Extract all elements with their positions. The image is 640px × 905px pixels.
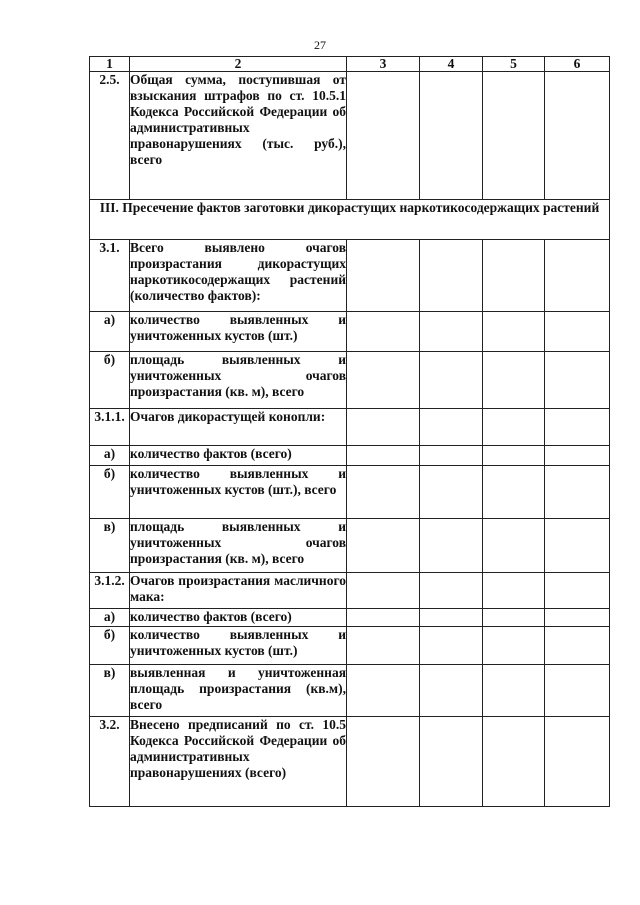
page-number: 27: [314, 38, 326, 52]
table-row: [90, 446, 610, 466]
value-cell: [347, 240, 420, 312]
table-row: [90, 409, 610, 446]
row-number: б): [90, 352, 130, 409]
value-cell: [420, 466, 483, 519]
value-cell: [420, 627, 483, 665]
value-cell: [483, 240, 545, 312]
row-number: 3.1.: [90, 240, 130, 312]
value-cell: [420, 573, 483, 609]
value-cell: [420, 409, 483, 446]
value-cell: [545, 519, 610, 573]
value-cell: [347, 466, 420, 519]
section-heading: III. Пресечение фактов заготовки дикорастущих наркотикосодержащих растений: [90, 200, 610, 240]
row-description: Всего выявлено очагов произрастания дикорастущих наркотикосодержащих растений (количество фактов):: [130, 240, 347, 312]
value-cell: [420, 446, 483, 466]
value-cell: [483, 312, 545, 352]
row-description: площадь выявленных и уничтоженных очагов произрастания (кв. м), всего: [130, 519, 347, 573]
value-cell: [483, 352, 545, 409]
row-description: количество выявленных и уничтоженных кустов (шт.): [130, 627, 347, 665]
row-description: количество выявленных и уничтоженных кустов (шт.), всего: [130, 466, 347, 519]
row-number: а): [90, 609, 130, 627]
value-cell: [545, 627, 610, 665]
table-row: [90, 627, 610, 665]
value-cell: [420, 240, 483, 312]
value-cell: [545, 312, 610, 352]
value-cell: [483, 409, 545, 446]
value-cell: [545, 409, 610, 446]
value-cell: [347, 312, 420, 352]
row-number: б): [90, 466, 130, 519]
value-cell: [545, 609, 610, 627]
column-header: 2: [130, 57, 347, 72]
row-description: Внесено предписаний по ст. 10.5 Кодекса Российской Федерации об административных правонарушениях (всего): [130, 717, 347, 807]
value-cell: [347, 446, 420, 466]
table-row: [90, 312, 610, 352]
table-row: [90, 240, 610, 312]
value-cell: [545, 573, 610, 609]
row-number: а): [90, 446, 130, 466]
section-row: [90, 200, 610, 240]
row-number: 3.2.: [90, 717, 130, 807]
value-cell: [545, 72, 610, 200]
value-cell: [347, 627, 420, 665]
row-number: 3.1.2.: [90, 573, 130, 609]
row-description: Общая сумма, поступившая от взыскания штрафов по ст. 10.5.1 Кодекса Российской Федерации об административных правонарушениях (тыс. руб.), всего: [130, 72, 347, 200]
value-cell: [420, 609, 483, 627]
row-number: в): [90, 665, 130, 717]
value-cell: [347, 72, 420, 200]
row-number: б): [90, 627, 130, 665]
value-cell: [483, 72, 545, 200]
row-number: 3.1.1.: [90, 409, 130, 446]
value-cell: [420, 72, 483, 200]
table-row: [90, 519, 610, 573]
row-description: Очагов дикорастущей конопли:: [130, 409, 347, 446]
column-header: 3: [347, 57, 420, 72]
column-header: 6: [545, 57, 610, 72]
row-description: площадь выявленных и уничтоженных очагов произрастания (кв. м), всего: [130, 352, 347, 409]
value-cell: [347, 717, 420, 807]
value-cell: [347, 519, 420, 573]
value-cell: [545, 446, 610, 466]
value-cell: [347, 665, 420, 717]
table-row: [90, 573, 610, 609]
value-cell: [483, 573, 545, 609]
value-cell: [420, 352, 483, 409]
value-cell: [483, 446, 545, 466]
value-cell: [483, 519, 545, 573]
column-header: 4: [420, 57, 483, 72]
table-row: [90, 466, 610, 519]
row-number: а): [90, 312, 130, 352]
row-number: в): [90, 519, 130, 573]
table-row: [90, 665, 610, 717]
row-description: количество выявленных и уничтоженных кустов (шт.): [130, 312, 347, 352]
value-cell: [347, 573, 420, 609]
row-description: количество фактов (всего): [130, 609, 347, 627]
value-cell: [483, 665, 545, 717]
value-cell: [420, 665, 483, 717]
value-cell: [483, 609, 545, 627]
value-cell: [347, 609, 420, 627]
value-cell: [420, 519, 483, 573]
value-cell: [483, 627, 545, 665]
value-cell: [347, 409, 420, 446]
value-cell: [420, 717, 483, 807]
column-header: 5: [483, 57, 545, 72]
value-cell: [545, 665, 610, 717]
value-cell: [545, 240, 610, 312]
row-number: 2.5.: [90, 72, 130, 200]
row-description: Очагов произрастания масличного мака:: [130, 573, 347, 609]
table-row: [90, 609, 610, 627]
value-cell: [483, 717, 545, 807]
table-header-row: [90, 57, 610, 72]
row-description: количество фактов (всего): [130, 446, 347, 466]
statistics-table: [89, 56, 610, 807]
row-description: выявленная и уничтоженная площадь произрастания (кв.м), всего: [130, 665, 347, 717]
table-row: [90, 72, 610, 200]
column-header: 1: [90, 57, 130, 72]
value-cell: [545, 352, 610, 409]
table-row: [90, 717, 610, 807]
table-row: [90, 352, 610, 409]
value-cell: [347, 352, 420, 409]
value-cell: [420, 312, 483, 352]
value-cell: [545, 466, 610, 519]
value-cell: [483, 466, 545, 519]
value-cell: [545, 717, 610, 807]
